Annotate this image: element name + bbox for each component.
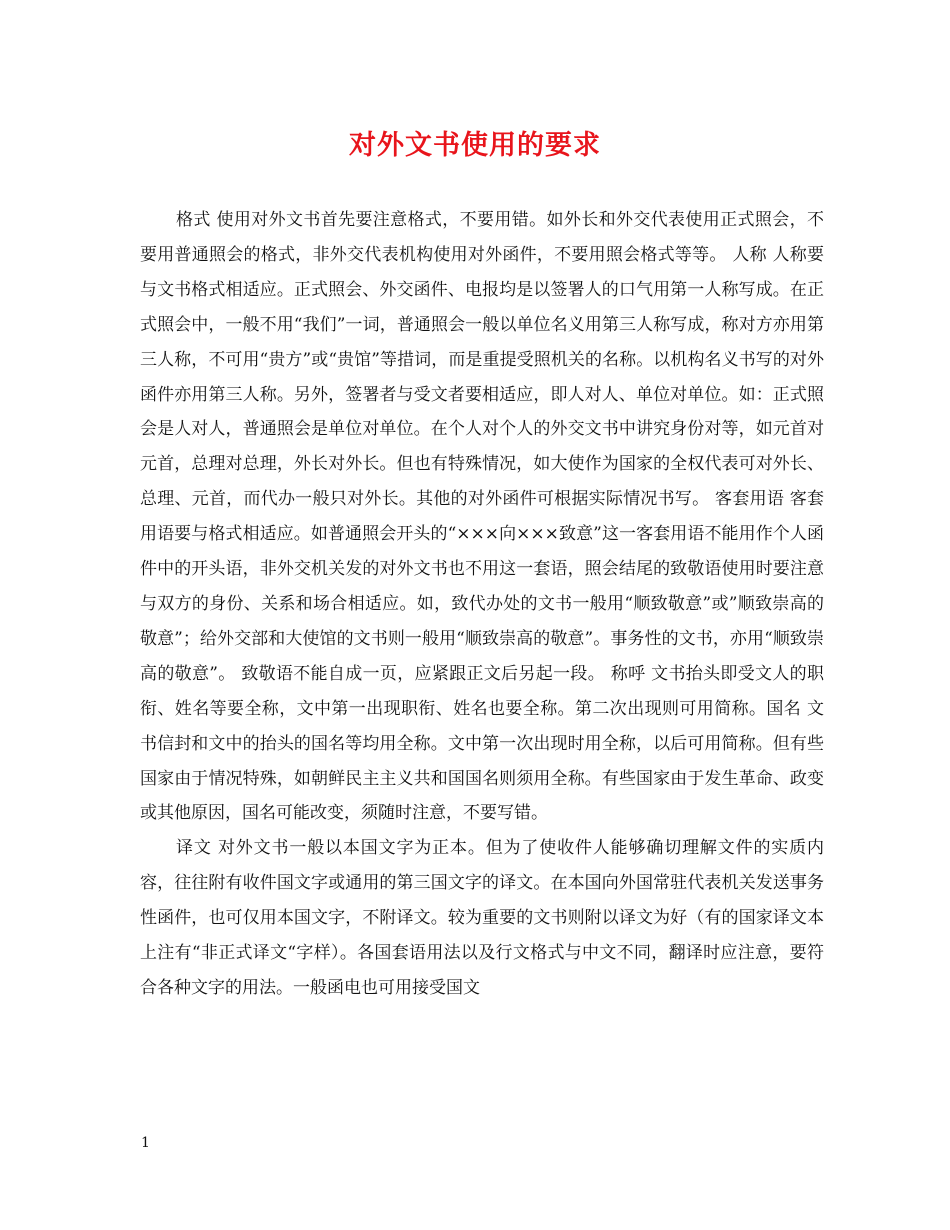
page-number: 1 — [141, 1135, 150, 1151]
body-paragraph-1: 格式 使用对外文书首先要注意格式，不要用错。如外长和外交代表使用正式照会，不要用普通照会的格式，非外交代表机构使用对外函件，不要用照会格式等等。 人称 人称要与文书格式相适应。正式照会、外交函件、电报均是以签署人的口气用第一人称写成。在正式照会中，一般不用“我们”一词，普通照会一般以单位名义用第三人称写成，称对方亦用第三人称，不可用“贵方”或“贵馆”等措词，而是重提受照机关的名称。以机构名义书写的对外函件亦用第三人称。另外，签署者与受文者要相适应，即人对人、单位对单位。如：正式照会是人对人，普通照会是单位对单位。在个人对个人的外交文书中讲究身份对等，如元首对元首，总理对总理，外长对外长。但也有特殊情况，如大使作为国家的全权代表可对外长、总理、元首，而代办一般只对外长。其他的对外函件可根据实际情况书写。 客套用语 客套用语要与格式相适应。如普通照会开头的“×××向×××致意”这一客套用语不能用作个人函件中的开头语，非外交机关发的对外文书也不用这一套语，照会结尾的致敬语使用时要注意与双方的身份、关系和场合相适应。如，致代办处的文书一般用“顺致敬意”或”顺致崇高的敬意”；给外交部和大使馆的文书则一般用“顺致崇高的敬意”。事务性的文书，亦用“顺致崇高的敬意”。 致敬语不能自成一页，应紧跟正文后另起一段。 称呼 文书抬头即受文人的职衔、姓名等要全称，文中第一出现职衔、姓名也要全称。第二次出现则可用简称。国名 文书信封和文中的抬头的国名等均用全称。文中第一次出现时用全称，以后可用简称。但有些国家由于情况特殊，如朝鲜民主主义共和国国名则须用全称。有些国家由于发生革命、政变或其他原因，国名可能改变，须随时注意，不要写错。 — [140, 210, 824, 824]
document-title: 对外文书使用的要求 — [349, 130, 601, 161]
document-body — [140, 203, 824, 1006]
body-paragraph-2: 译文 对外文书一般以本国文字为正本。但为了使收件人能够确切理解文件的实质内容，往往附有收件国文字或通用的第三国文字的译文。在本国向外国常驻代表机关发送事务性函件，也可仅用本国文字，不附译文。较为重要的文书则附以译文为好（有的国家译文本上注有“非正式译文“字样）。各国套语用法以及行文格式与中文不同，翻译时应注意，要符合各种文字的用法。一般函电也可用接受国文 — [140, 838, 824, 998]
